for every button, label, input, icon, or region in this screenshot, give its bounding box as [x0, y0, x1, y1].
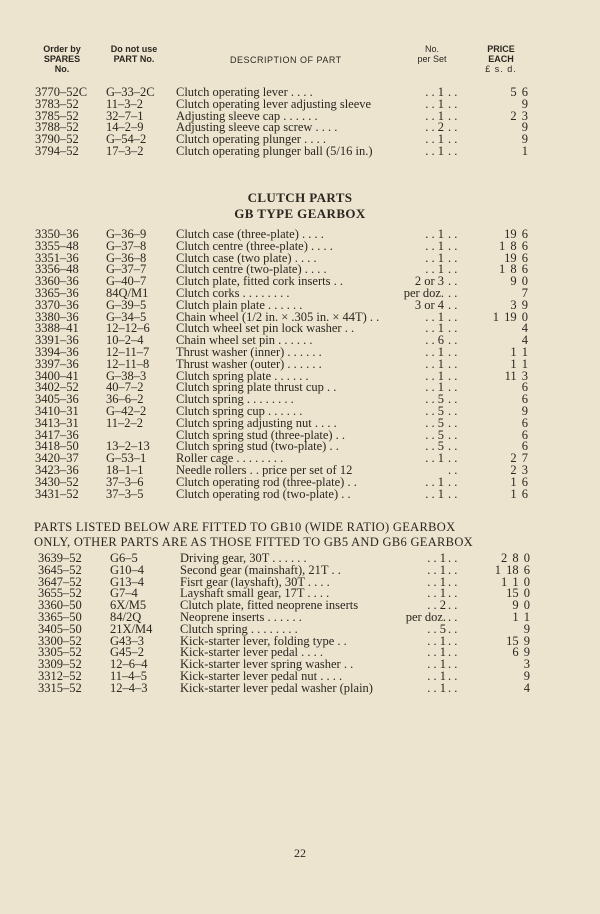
quantity-per-set: . . 1: [427, 633, 446, 648]
part-number: G–36–9: [106, 227, 147, 241]
price-each: 7: [521, 285, 528, 300]
table-row: [0, 405, 600, 417]
leader-dots: . .: [448, 403, 458, 418]
price-each: 9: [523, 668, 530, 683]
header-per-set-line2: per Set: [417, 54, 447, 64]
part-description: Kick-starter lever pedal nut . . . .: [180, 668, 343, 683]
part-number: 21X/M4: [110, 621, 153, 636]
quantity-per-set: . . 1: [425, 143, 444, 158]
order-number: 3355–48: [35, 238, 79, 253]
order-number: 3360–50: [38, 598, 82, 613]
parts-table-1: [0, 86, 600, 157]
leader-dots: . .: [448, 551, 458, 565]
table-row: [0, 623, 600, 635]
quantity-per-set: . . 6: [425, 333, 444, 348]
leader-dots: . .: [448, 474, 458, 489]
part-number: 6X/M5: [110, 598, 147, 613]
table-row: [0, 381, 600, 393]
part-description: Clutch case (three-plate) . . . .: [176, 227, 324, 241]
header-part-no: PART No.: [113, 54, 155, 64]
price-each: 11 3: [504, 368, 528, 383]
quantity-per-set: . . 1: [425, 250, 444, 265]
price-each: 9: [521, 132, 528, 147]
quantity-per-set: 2 or 3: [414, 274, 444, 289]
table-row: [0, 564, 600, 576]
part-description: Kick-starter lever, folding type . .: [180, 633, 347, 648]
price-each: 1 1 0: [501, 574, 530, 589]
order-number: 3397–36: [35, 356, 79, 371]
price-each: 5 6: [510, 85, 528, 99]
order-number: 3413–31: [35, 415, 79, 430]
part-number: 12–4–3: [110, 680, 148, 695]
order-number: 3785–52: [35, 108, 79, 123]
price-each: 19 6: [504, 250, 528, 265]
leader-dots: . .: [448, 285, 458, 300]
part-number: G–40–7: [106, 274, 147, 289]
part-number: 17–3–2: [106, 143, 144, 158]
table-row: [0, 464, 600, 476]
part-description: Thrust washer (outer) . . . . . .: [176, 356, 322, 371]
price-each: 15 0: [506, 586, 530, 601]
part-number: 14–2–9: [106, 120, 144, 135]
part-number: 12–11–7: [106, 344, 150, 359]
part-description: Clutch operating lever . . . .: [176, 85, 313, 99]
part-description: Clutch case (two plate) . . . .: [176, 250, 317, 265]
leader-dots: . .: [448, 309, 458, 324]
part-number: 12–11–8: [106, 356, 150, 371]
leader-dots: . .: [448, 250, 458, 265]
price-each: 6: [521, 427, 528, 442]
part-number: G–39–5: [106, 297, 147, 312]
part-number: G–38–3: [106, 368, 147, 383]
header-do-not-use: [104, 44, 164, 64]
price-each: 2 3: [510, 108, 528, 123]
part-description: Clutch operating lever adjusting sleeve: [176, 96, 372, 111]
price-each: 15 9: [506, 633, 530, 648]
part-description: Clutch spring stud (three-plate) . .: [176, 427, 346, 442]
header-no: No.: [54, 64, 70, 74]
part-description: Kick-starter lever pedal . . . .: [180, 645, 323, 660]
quantity-per-set: . . 1: [425, 96, 444, 111]
order-number: 3794–52: [35, 143, 79, 158]
quantity-per-set: . . 2: [425, 120, 444, 135]
part-number: G–53–1: [106, 451, 147, 466]
part-number: 84/2Q: [110, 609, 142, 624]
order-number: 3309–52: [38, 657, 82, 672]
gb10-notice-line-1: PARTS LISTED BELOW ARE FITTED TO GB10 (WIDE RATIO) GEARBOX: [34, 520, 456, 534]
quantity-per-set: . . 2: [427, 598, 446, 613]
quantity-per-set: . . 5: [425, 427, 444, 442]
part-number: G–37–7: [106, 262, 147, 277]
price-each: 9 0: [510, 274, 528, 289]
section-title: CLUTCH PARTS: [247, 190, 353, 205]
leader-dots: . .: [448, 645, 458, 660]
table-row: [0, 611, 600, 623]
leader-dots: . .: [448, 562, 458, 577]
leader-dots: . .: [448, 143, 458, 158]
leader-dots: . .: [448, 368, 458, 383]
part-number: G43–3: [110, 633, 145, 648]
price-each: 9 0: [512, 598, 530, 613]
table-row: [0, 287, 600, 299]
price-each: 2 7: [510, 451, 528, 466]
leader-dots: . .: [448, 427, 458, 442]
leader-dots: . .: [448, 392, 458, 407]
quantity-per-set: . . 5: [425, 439, 444, 454]
quantity-per-set: . . 1: [427, 562, 446, 577]
price-each: 4: [521, 333, 528, 348]
table-row: [0, 98, 600, 110]
leader-dots: . .: [448, 586, 458, 601]
header-order-by: [35, 44, 89, 74]
part-number: 37–3–6: [106, 474, 144, 489]
price-each: 6: [521, 392, 528, 407]
order-number: 3770–52C: [35, 85, 88, 99]
part-description: Clutch plate, fitted cork inserts . .: [176, 274, 343, 289]
part-number: G–36–8: [106, 250, 147, 265]
table-row: [0, 682, 600, 694]
order-number: 3645–52: [38, 562, 82, 577]
part-number: G7–4: [110, 586, 138, 601]
order-number: 3788–52: [35, 120, 79, 135]
order-number: 3388–41: [35, 321, 79, 336]
part-number: G–33–2C: [106, 85, 155, 99]
order-number: 3420–37: [35, 451, 79, 466]
price-each: 1 6: [510, 474, 528, 489]
price-each: 1 1: [510, 344, 528, 359]
quantity-per-set: . . 1: [425, 108, 444, 123]
part-description: Clutch operating rod (three-plate) . .: [176, 474, 357, 489]
quantity-per-set: . . 1: [425, 238, 444, 253]
quantity-per-set: . . 5: [425, 415, 444, 430]
price-each: 9: [521, 403, 528, 418]
part-description: Neoprene inserts . . . . . .: [180, 609, 302, 624]
quantity-per-set: . . 1: [425, 368, 444, 383]
quantity-per-set: . . 1: [425, 85, 444, 99]
leader-dots: . .: [448, 238, 458, 253]
leader-dots: . .: [448, 227, 458, 241]
leader-dots: . .: [448, 321, 458, 336]
part-description: Clutch plate, fitted neoprene inserts: [180, 598, 359, 613]
leader-dots: . .: [448, 297, 458, 312]
order-number: 3790–52: [35, 132, 79, 147]
order-number: 3639–52: [38, 551, 82, 565]
part-description: Adjusting sleeve cap screw . . . .: [176, 120, 338, 135]
leader-dots: . .: [448, 574, 458, 589]
leader-dots: . .: [448, 356, 458, 371]
part-number: 10–2–4: [106, 333, 144, 348]
part-description: Fisrt gear (layshaft), 30T . . . .: [180, 574, 330, 589]
part-number: 84Q/M1: [106, 285, 149, 300]
part-description: Chain wheel set pin . . . . . .: [176, 333, 313, 348]
order-number: 3430–52: [35, 474, 79, 489]
quantity-per-set: . . 1: [425, 227, 444, 241]
section-subtitle: GB TYPE GEARBOX: [234, 206, 366, 221]
order-number: 3410–31: [35, 403, 79, 418]
leader-dots: . .: [448, 621, 458, 636]
part-description: Chain wheel (1/2 in. × .305 in. × 44T) . .: [176, 309, 380, 324]
quantity-per-set: . . 1: [427, 657, 446, 672]
quantity-per-set: . . 5: [425, 403, 444, 418]
part-description: Clutch operating plunger ball (5/16 in.): [176, 143, 373, 158]
parts-table-2: [0, 228, 600, 499]
part-number: 32–7–1: [106, 108, 144, 123]
leader-dots: . .: [448, 486, 458, 501]
quantity-per-set: per doz.: [405, 609, 446, 624]
part-description: Clutch centre (three-plate) . . . .: [176, 238, 333, 253]
table-row: [0, 488, 600, 500]
price-each: 1 1: [512, 609, 530, 624]
order-number: 3370–36: [35, 297, 79, 312]
order-number: 3405–36: [35, 392, 79, 407]
header-currency: £ s. d.: [485, 64, 517, 74]
order-number: 3351–36: [35, 250, 79, 265]
part-description: Clutch spring . . . . . . . .: [176, 392, 294, 407]
part-description: Clutch spring plate . . . . . .: [176, 368, 309, 383]
part-description: Thrust washer (inner) . . . . . .: [176, 344, 322, 359]
leader-dots: . .: [448, 380, 458, 395]
leader-dots: . .: [448, 333, 458, 348]
order-number: 3305–52: [38, 645, 82, 660]
part-number: 37–3–5: [106, 486, 144, 501]
part-number: G45–2: [110, 645, 145, 660]
part-description: Clutch spring . . . . . . . .: [180, 621, 298, 636]
order-number: 3380–36: [35, 309, 79, 324]
price-each: 9: [521, 96, 528, 111]
table-row: [0, 417, 600, 429]
quantity-per-set: . . 1: [425, 262, 444, 277]
part-description: Kick-starter lever pedal washer (plain): [180, 680, 373, 695]
leader-dots: . .: [448, 132, 458, 147]
quantity-per-set: . . 1: [425, 344, 444, 359]
part-number: 11–2–2: [106, 415, 144, 430]
header-each: EACH: [488, 54, 514, 64]
price-each: 1 18 6: [494, 562, 530, 577]
part-number: 40–7–2: [106, 380, 144, 395]
price-each: 4: [523, 680, 530, 695]
header-per-set: [404, 44, 460, 64]
quantity-per-set: . . 1: [425, 309, 444, 324]
price-each: 6 9: [512, 645, 530, 660]
header-per-set-line1: No.: [424, 44, 439, 54]
quantity-per-set: 3 or 4: [414, 297, 444, 312]
quantity-per-set: . . 5: [427, 621, 446, 636]
order-number: 3391–36: [35, 333, 79, 348]
part-number: G10–4: [110, 562, 145, 577]
table-row: [0, 346, 600, 358]
order-number: 3423–36: [35, 462, 79, 477]
gb10-notice-line-2: ONLY, OTHER PARTS ARE AS THOSE FITTED TO GB5 AND GB6 GEARBOX: [34, 535, 473, 549]
quantity-per-set: . . 1: [427, 680, 446, 695]
leader-dots: . .: [448, 344, 458, 359]
order-number: 3365–36: [35, 285, 79, 300]
order-number: 3312–52: [38, 668, 82, 683]
header-order-by-line1: Order by: [43, 44, 81, 54]
header-do-not-use-line1: Do not use: [110, 44, 158, 54]
table-row: [0, 145, 600, 157]
part-number: 13–2–13: [106, 439, 150, 454]
quantity-per-set: . . 1: [425, 486, 444, 501]
quantity-per-set: . . 5: [425, 392, 444, 407]
leader-dots: . .: [448, 462, 458, 477]
leader-dots: . .: [448, 451, 458, 466]
part-description: Clutch spring plate thrust cup . .: [176, 380, 337, 395]
leader-dots: . .: [448, 657, 458, 672]
table-row: [0, 670, 600, 682]
order-number: 3365–50: [38, 609, 82, 624]
order-number: 3400–41: [35, 368, 79, 383]
order-number: 3655–52: [38, 586, 82, 601]
part-description: Roller cage . . . . . . . .: [176, 451, 284, 466]
price-each: 6: [521, 439, 528, 454]
part-description: Driving gear, 30T . . . . . .: [180, 551, 307, 565]
quantity-per-set: . . 1: [425, 380, 444, 395]
part-number: 18–1–1: [106, 462, 144, 477]
order-number: 3417–36: [35, 427, 79, 442]
price-each: 9: [523, 621, 530, 636]
table-row: [0, 240, 600, 252]
part-number: G–54–2: [106, 132, 147, 147]
part-number: 11–4–5: [110, 668, 148, 683]
price-each: 6: [521, 415, 528, 430]
price-each: 2 3: [510, 462, 528, 477]
price-each: 3 9: [510, 297, 528, 312]
part-description: Second gear (mainshaft), 21T . .: [180, 562, 341, 577]
quantity-per-set: . . 1: [425, 451, 444, 466]
header-price: [476, 44, 526, 74]
order-number: 3647–52: [38, 574, 82, 589]
price-each: 9: [521, 120, 528, 135]
part-description: Clutch centre (two-plate) . . . .: [176, 262, 327, 277]
part-description: Clutch wheel set pin lock washer . .: [176, 321, 355, 336]
part-description: Adjusting sleeve cap . . . . . .: [176, 108, 318, 123]
order-number: 3402–52: [35, 380, 79, 395]
quantity-per-set: . . 1: [427, 574, 446, 589]
price-each: 3: [523, 657, 530, 672]
leader-dots: . .: [448, 108, 458, 123]
leader-dots: . .: [448, 274, 458, 289]
leader-dots: . .: [448, 680, 458, 695]
quantity-per-set: . . 1: [425, 474, 444, 489]
order-number: 3418–50: [35, 439, 79, 454]
price-each: 6: [521, 380, 528, 395]
part-number: G–37–8: [106, 238, 147, 253]
price-each: 19 6: [504, 227, 528, 241]
header-spares: SPARES: [43, 54, 81, 64]
leader-dots: . .: [448, 120, 458, 135]
price-each: 2 8 0: [501, 551, 530, 565]
quantity-per-set: . . 1: [425, 132, 444, 147]
leader-dots: . .: [448, 415, 458, 430]
part-description: Clutch spring stud (two-plate) . .: [176, 439, 339, 454]
header-description: DESCRIPTION OF PART: [230, 55, 342, 65]
quantity-per-set: . . 1: [427, 586, 446, 601]
order-number: 3356–48: [35, 262, 79, 277]
part-number: G13–4: [110, 574, 145, 589]
price-each: 1 1: [510, 356, 528, 371]
quantity-per-set: . . 1: [427, 551, 446, 565]
price-each: 1 6: [510, 486, 528, 501]
order-number: 3405–50: [38, 621, 82, 636]
part-description: Clutch operating rod (two-plate) . .: [176, 486, 351, 501]
leader-dots: . .: [448, 262, 458, 277]
table-row: [0, 275, 600, 287]
part-number: 12–12–6: [106, 321, 150, 336]
price-each: 1 19 0: [492, 309, 528, 324]
table-row: [0, 476, 600, 488]
table-row: [0, 299, 600, 311]
part-description: Needle rollers . . price per set of 12: [176, 462, 353, 477]
leader-dots: . .: [448, 633, 458, 648]
part-number: G–34–5: [106, 309, 147, 324]
leader-dots: . .: [448, 598, 458, 613]
order-number: 3783–52: [35, 96, 79, 111]
quantity-per-set: . . 1: [425, 356, 444, 371]
order-number: 3350–36: [35, 227, 79, 241]
leader-dots: . .: [448, 609, 458, 624]
order-number: 3300–52: [38, 633, 82, 648]
order-number: 3360–36: [35, 274, 79, 289]
part-description: Clutch spring cup . . . . . .: [176, 403, 303, 418]
part-number: 12–6–4: [110, 657, 148, 672]
leader-dots: . .: [448, 85, 458, 99]
part-description: Clutch corks . . . . . . . .: [176, 285, 290, 300]
part-description: Clutch plain plate . . . . . .: [176, 297, 303, 312]
price-each: 1 8 6: [499, 262, 528, 277]
quantity-per-set: . . 1: [425, 321, 444, 336]
price-each: 4: [521, 321, 528, 336]
leader-dots: . .: [448, 668, 458, 683]
leader-dots: . .: [448, 439, 458, 454]
price-each: 1 8 6: [499, 238, 528, 253]
parts-table-3: [0, 552, 600, 694]
quantity-per-set: . . 1: [427, 645, 446, 660]
part-description: Kick-starter lever spring washer . .: [180, 657, 354, 672]
part-number: G–42–2: [106, 403, 147, 418]
quantity-per-set: per doz.: [403, 285, 444, 300]
page-number: 22: [294, 846, 306, 860]
leader-dots: . .: [448, 96, 458, 111]
part-description: Clutch spring adjusting nut . . . .: [176, 415, 337, 430]
part-description: Clutch operating plunger . . . .: [176, 132, 326, 147]
quantity-per-set: . . 1: [427, 668, 446, 683]
table-row: [0, 358, 600, 370]
header-price-line1: PRICE: [487, 44, 515, 54]
order-number: 3315–52: [38, 680, 82, 695]
order-number: 3431–52: [35, 486, 79, 501]
price-each: 1: [521, 143, 528, 158]
part-number: 11–3–2: [106, 96, 144, 111]
part-number: G6–5: [110, 551, 138, 565]
order-number: 3394–36: [35, 344, 79, 359]
part-description: Layshaft small gear, 17T . . . .: [180, 586, 330, 601]
part-number: 36–6–2: [106, 392, 144, 407]
